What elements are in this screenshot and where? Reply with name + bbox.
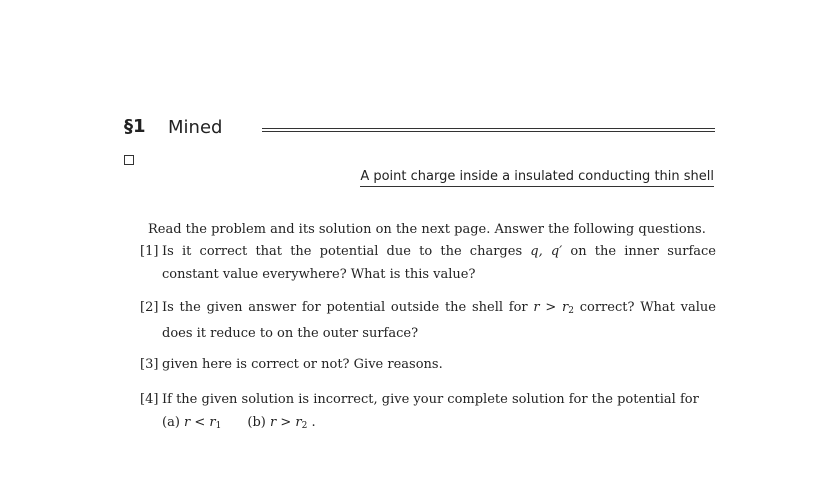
question-number: [1] xyxy=(140,244,159,259)
section-title: Mined xyxy=(168,117,223,138)
question-text: given here is correct or not? Give reasons. xyxy=(162,357,443,372)
checkbox[interactable] xyxy=(124,155,134,165)
question-text: If the given solution is incorrect, give your complete solution for the potential for (a) $r < r_1$ (b) $r > r_2$ . xyxy=(162,392,699,431)
question-1 xyxy=(140,241,716,286)
question-text: Is it correct that the potential due to the charges q, q′ on the inner surface constant value everywhere? What is this value? xyxy=(162,244,716,282)
intro-text: Read the problem and its solution on the next page. Answer the following questions. xyxy=(148,222,706,237)
question-4 xyxy=(140,389,716,437)
question-number: [3] xyxy=(140,357,159,372)
section-number: §1 xyxy=(124,116,146,137)
problem-title: A point charge inside a insulated conducting thin shell xyxy=(360,169,714,187)
question-3 xyxy=(140,354,716,377)
question-2 xyxy=(140,297,716,345)
question-number: [2] xyxy=(140,300,159,315)
question-number: [4] xyxy=(140,392,159,407)
question-text: Is the given answer for potential outside the shell for $r > r_2$ correct? What value does it reduce to on the outer surface? xyxy=(162,300,716,341)
section-rule xyxy=(262,128,715,132)
